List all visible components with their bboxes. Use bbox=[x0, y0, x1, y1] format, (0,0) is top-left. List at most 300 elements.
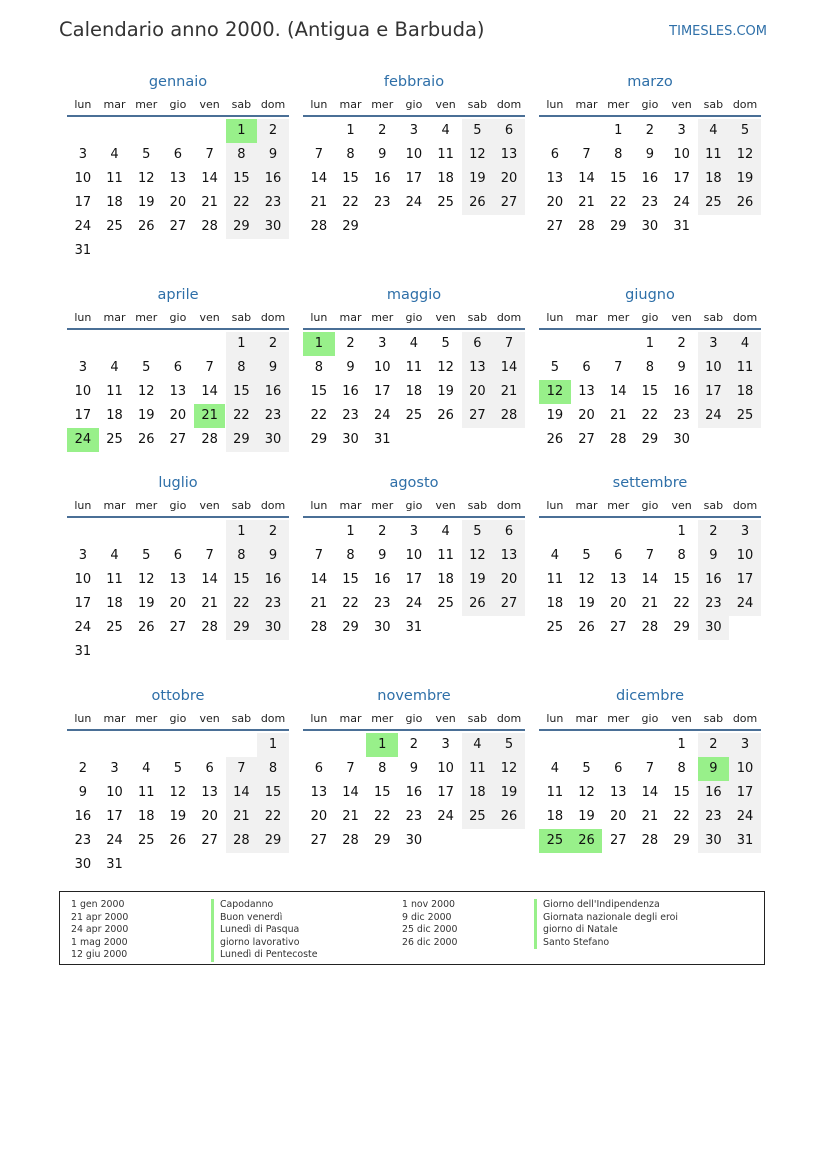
weekday-label: gio bbox=[169, 712, 187, 725]
day-cell: 8 bbox=[346, 548, 355, 563]
holiday-day-cell: 1 bbox=[226, 119, 258, 143]
day-cell: 20 bbox=[169, 195, 187, 210]
day-cell: 27 bbox=[169, 432, 187, 447]
day-cell: 18 bbox=[106, 596, 123, 611]
day-cell: 4 bbox=[550, 761, 559, 776]
day-cell: 4 bbox=[729, 332, 761, 356]
day-cell: 25 bbox=[437, 596, 454, 611]
day-cell: 20 bbox=[609, 809, 627, 824]
day-cell: 20 bbox=[201, 809, 218, 824]
day-cell: 5 bbox=[142, 548, 151, 563]
day-cell: 22 bbox=[226, 592, 258, 616]
day-cell: 21 bbox=[641, 809, 659, 824]
holiday-day-cell: 25 bbox=[539, 829, 571, 853]
day-cell: 15 bbox=[641, 384, 659, 399]
day-cell: 26 bbox=[546, 432, 564, 447]
day-cell: 16 bbox=[405, 785, 423, 800]
day-cell: 19 bbox=[137, 195, 155, 210]
day-cell: 30 bbox=[373, 620, 391, 635]
day-cell: 24 bbox=[74, 620, 92, 635]
weekday-label: ven bbox=[435, 311, 456, 324]
weekday-label: ven bbox=[199, 712, 220, 725]
day-cell: 14 bbox=[342, 785, 359, 800]
day-cell: 21 bbox=[201, 195, 218, 210]
day-cell: 6 bbox=[205, 761, 214, 776]
day-cell: 19 bbox=[137, 596, 155, 611]
day-cell: 2 bbox=[698, 520, 730, 544]
day-cell: 22 bbox=[257, 805, 289, 829]
day-cell: 9 bbox=[645, 147, 655, 162]
day-cell: 19 bbox=[137, 408, 155, 423]
day-cell: 17 bbox=[729, 568, 761, 592]
day-cell: 18 bbox=[437, 572, 454, 587]
day-cell: 31 bbox=[373, 432, 391, 447]
month-name: novembre bbox=[377, 688, 451, 704]
day-cell: 3 bbox=[677, 123, 686, 138]
day-cell: 3 bbox=[698, 332, 730, 356]
weekday-label: gio bbox=[169, 98, 187, 111]
month-divider bbox=[539, 729, 761, 731]
day-cell: 25 bbox=[106, 219, 123, 234]
weekday-label: dom bbox=[260, 712, 286, 725]
day-cell: 10 bbox=[373, 360, 391, 375]
day-cell: 18 bbox=[437, 171, 454, 186]
weekday-label: dom bbox=[732, 499, 758, 512]
month-divider bbox=[303, 516, 525, 518]
day-cell: 23 bbox=[373, 596, 391, 611]
weekday-label: gio bbox=[405, 311, 423, 324]
day-cell: 4 bbox=[462, 733, 494, 757]
day-cell: 18 bbox=[546, 809, 564, 824]
day-cell: 6 bbox=[550, 147, 559, 162]
day-cell: 2 bbox=[378, 123, 387, 138]
day-cell: 25 bbox=[546, 620, 564, 635]
day-cell: 11 bbox=[106, 171, 123, 186]
weekday-label: gio bbox=[641, 311, 659, 324]
legend-holiday-name: Lunedì di Pentecoste bbox=[211, 949, 317, 962]
legend-date: 26 dic 2000 bbox=[402, 936, 458, 948]
day-cell: 12 bbox=[578, 572, 595, 587]
day-cell: 24 bbox=[437, 809, 454, 824]
day-cell: 8 bbox=[226, 356, 258, 380]
day-cell: 23 bbox=[698, 805, 730, 829]
day-cell: 8 bbox=[677, 548, 686, 563]
day-cell: 15 bbox=[226, 380, 258, 404]
day-cell: 26 bbox=[493, 805, 525, 829]
day-cell: 27 bbox=[493, 592, 525, 616]
weekday-label: mer bbox=[135, 712, 158, 725]
weekday-header bbox=[539, 311, 761, 326]
day-cell: 21 bbox=[641, 596, 659, 611]
day-cell: 15 bbox=[673, 785, 690, 800]
day-cell: 19 bbox=[462, 167, 494, 191]
day-cell: 6 bbox=[462, 332, 494, 356]
day-cell: 8 bbox=[314, 360, 323, 375]
weekday-label: ven bbox=[435, 712, 456, 725]
day-cell: 29 bbox=[641, 432, 659, 447]
day-cell: 13 bbox=[493, 143, 525, 167]
day-cell: 2 bbox=[257, 520, 289, 544]
day-cell: 8 bbox=[226, 143, 258, 167]
day-cell: 1 bbox=[226, 520, 258, 544]
day-cell: 26 bbox=[137, 219, 155, 234]
day-cell: 26 bbox=[137, 432, 155, 447]
day-cell: 22 bbox=[226, 191, 258, 215]
holiday-day-cell: 12 bbox=[539, 380, 571, 404]
weekday-label: sab bbox=[467, 712, 488, 725]
day-cell: 9 bbox=[257, 544, 289, 568]
day-cell: 20 bbox=[310, 809, 328, 824]
legend-date: 12 giu 2000 bbox=[71, 949, 128, 960]
day-cell: 15 bbox=[609, 171, 627, 186]
legend-date: 1 mag 2000 bbox=[71, 936, 128, 948]
weekday-label: sab bbox=[231, 499, 252, 512]
day-cell: 27 bbox=[546, 219, 564, 234]
day-cell: 1 bbox=[346, 123, 355, 138]
day-cell: 26 bbox=[137, 620, 155, 635]
month-name: marzo bbox=[627, 74, 673, 90]
day-cell: 10 bbox=[405, 147, 423, 162]
weekday-label: lun bbox=[310, 712, 328, 725]
day-cell: 20 bbox=[493, 568, 525, 592]
weekday-label: lun bbox=[310, 98, 328, 111]
day-cell: 28 bbox=[578, 219, 595, 234]
day-cell: 14 bbox=[310, 171, 328, 186]
weekday-label: sab bbox=[467, 499, 488, 512]
day-cell: 23 bbox=[673, 408, 690, 423]
day-cell: 7 bbox=[645, 548, 655, 563]
day-cell: 23 bbox=[257, 592, 289, 616]
day-cell: 27 bbox=[462, 404, 494, 428]
weekday-label: ven bbox=[671, 98, 692, 111]
month-name: luglio bbox=[158, 475, 198, 491]
day-cell: 24 bbox=[729, 805, 761, 829]
weekday-label: mer bbox=[607, 311, 630, 324]
day-cell: 30 bbox=[257, 428, 289, 452]
weekday-label: ven bbox=[671, 311, 692, 324]
month-divider bbox=[67, 516, 289, 518]
day-cell: 12 bbox=[578, 785, 595, 800]
day-cell: 17 bbox=[405, 171, 423, 186]
day-cell: 2 bbox=[78, 761, 87, 776]
day-cell: 17 bbox=[729, 781, 761, 805]
day-cell: 3 bbox=[78, 360, 87, 375]
day-cell: 8 bbox=[677, 761, 686, 776]
day-cell: 10 bbox=[106, 785, 123, 800]
day-cell: 16 bbox=[257, 167, 289, 191]
legend-holiday-name: giorno di Natale bbox=[534, 924, 618, 937]
weekday-label: lun bbox=[74, 98, 92, 111]
day-cell: 12 bbox=[137, 572, 155, 587]
weekday-label: mer bbox=[607, 499, 630, 512]
month-name: gennaio bbox=[148, 74, 208, 90]
day-cell: 4 bbox=[110, 147, 119, 162]
day-cell: 27 bbox=[310, 833, 328, 848]
day-cell: 26 bbox=[462, 592, 494, 616]
day-cell: 10 bbox=[74, 572, 92, 587]
day-cell: 17 bbox=[437, 785, 454, 800]
holiday-day-cell: 9 bbox=[698, 757, 730, 781]
month-divider bbox=[303, 115, 525, 117]
weekday-header bbox=[67, 98, 289, 113]
weekday-label: sab bbox=[703, 499, 724, 512]
day-cell: 23 bbox=[405, 809, 423, 824]
day-cell: 20 bbox=[609, 596, 627, 611]
day-cell: 27 bbox=[169, 219, 187, 234]
weekday-label: mar bbox=[339, 98, 362, 111]
weekday-header bbox=[67, 311, 289, 326]
weekday-label: mer bbox=[371, 98, 394, 111]
day-cell: 28 bbox=[641, 620, 659, 635]
month-divider bbox=[67, 729, 289, 731]
weekday-header bbox=[303, 499, 525, 514]
weekday-label: dom bbox=[496, 712, 522, 725]
day-cell: 16 bbox=[698, 568, 730, 592]
month-divider bbox=[303, 328, 525, 330]
day-cell: 13 bbox=[546, 171, 564, 186]
day-cell: 16 bbox=[641, 171, 659, 186]
day-cell: 14 bbox=[310, 572, 328, 587]
day-cell: 29 bbox=[342, 620, 359, 635]
day-cell: 15 bbox=[226, 167, 258, 191]
day-cell: 3 bbox=[78, 147, 87, 162]
day-cell: 29 bbox=[673, 620, 690, 635]
day-cell: 30 bbox=[641, 219, 659, 234]
day-cell: 28 bbox=[342, 833, 359, 848]
day-cell: 17 bbox=[373, 384, 391, 399]
day-cell: 28 bbox=[310, 219, 328, 234]
day-cell: 29 bbox=[226, 215, 258, 239]
month-name: maggio bbox=[386, 287, 442, 303]
day-cell: 11 bbox=[698, 143, 730, 167]
day-cell: 29 bbox=[342, 219, 359, 234]
day-cell: 14 bbox=[201, 171, 218, 186]
day-cell: 31 bbox=[729, 829, 761, 853]
weekday-label: mar bbox=[575, 311, 598, 324]
day-cell: 13 bbox=[609, 572, 627, 587]
weekday-label: sab bbox=[231, 712, 252, 725]
day-cell: 28 bbox=[310, 620, 328, 635]
weekday-header bbox=[303, 311, 525, 326]
weekday-label: gio bbox=[169, 499, 187, 512]
weekday-label: mer bbox=[371, 499, 394, 512]
legend-date: 1 gen 2000 bbox=[71, 899, 125, 910]
weekday-header bbox=[303, 712, 525, 727]
day-cell: 4 bbox=[110, 548, 119, 563]
day-cell: 8 bbox=[645, 360, 655, 375]
day-cell: 13 bbox=[578, 384, 595, 399]
month-name: febbraio bbox=[383, 74, 445, 90]
day-cell: 24 bbox=[74, 219, 92, 234]
day-cell: 26 bbox=[578, 620, 595, 635]
day-cell: 12 bbox=[462, 544, 494, 568]
day-cell: 30 bbox=[698, 616, 730, 640]
day-cell: 29 bbox=[226, 428, 258, 452]
legend-holiday-name: Lunedì di Pasqua bbox=[211, 924, 299, 937]
day-cell: 20 bbox=[169, 408, 187, 423]
day-cell: 15 bbox=[673, 572, 690, 587]
weekday-label: dom bbox=[260, 98, 286, 111]
weekday-label: dom bbox=[732, 712, 758, 725]
day-cell: 18 bbox=[546, 596, 564, 611]
weekday-label: dom bbox=[260, 499, 286, 512]
day-cell: 11 bbox=[546, 572, 564, 587]
weekday-label: mer bbox=[371, 712, 394, 725]
day-cell: 27 bbox=[578, 432, 595, 447]
day-cell: 18 bbox=[405, 384, 423, 399]
day-cell: 2 bbox=[257, 332, 289, 356]
day-cell: 28 bbox=[201, 432, 218, 447]
day-cell: 12 bbox=[169, 785, 187, 800]
day-cell: 8 bbox=[346, 147, 355, 162]
legend-holiday-name: Capodanno bbox=[211, 899, 273, 912]
day-cell: 14 bbox=[641, 572, 659, 587]
day-cell: 25 bbox=[698, 191, 730, 215]
day-cell: 23 bbox=[698, 592, 730, 616]
day-cell: 6 bbox=[493, 520, 525, 544]
day-cell: 17 bbox=[405, 572, 423, 587]
weekday-label: mer bbox=[607, 98, 630, 111]
weekday-header bbox=[539, 98, 761, 113]
day-cell: 2 bbox=[346, 336, 355, 351]
day-cell: 18 bbox=[106, 195, 123, 210]
day-cell: 17 bbox=[673, 171, 690, 186]
day-cell: 5 bbox=[142, 360, 151, 375]
day-cell: 7 bbox=[582, 147, 591, 162]
day-cell: 30 bbox=[673, 432, 690, 447]
day-cell: 19 bbox=[578, 809, 595, 824]
day-cell: 9 bbox=[257, 356, 289, 380]
day-cell: 22 bbox=[342, 195, 359, 210]
day-cell: 6 bbox=[614, 761, 623, 776]
weekday-label: sab bbox=[231, 311, 252, 324]
weekday-header bbox=[67, 712, 289, 727]
day-cell: 7 bbox=[493, 332, 525, 356]
day-cell: 6 bbox=[173, 147, 183, 162]
day-cell: 25 bbox=[405, 408, 423, 423]
weekday-label: mer bbox=[135, 98, 158, 111]
month-name: agosto bbox=[389, 475, 439, 491]
day-cell: 19 bbox=[169, 809, 187, 824]
day-cell: 2 bbox=[409, 737, 419, 752]
day-cell: 5 bbox=[729, 119, 761, 143]
weekday-label: dom bbox=[732, 98, 758, 111]
weekday-label: mar bbox=[339, 311, 362, 324]
day-cell: 13 bbox=[493, 544, 525, 568]
day-cell: 24 bbox=[405, 195, 423, 210]
weekday-label: lun bbox=[74, 712, 92, 725]
day-cell: 21 bbox=[609, 408, 627, 423]
day-cell: 5 bbox=[550, 360, 559, 375]
weekday-label: dom bbox=[496, 499, 522, 512]
day-cell: 28 bbox=[493, 404, 525, 428]
day-cell: 25 bbox=[437, 195, 454, 210]
day-cell: 19 bbox=[578, 596, 595, 611]
day-cell: 11 bbox=[729, 356, 761, 380]
day-cell: 11 bbox=[546, 785, 564, 800]
day-cell: 16 bbox=[257, 568, 289, 592]
day-cell: 31 bbox=[106, 857, 123, 872]
day-cell: 27 bbox=[609, 620, 627, 635]
day-cell: 14 bbox=[201, 384, 218, 399]
day-cell: 23 bbox=[342, 408, 359, 423]
weekday-label: mer bbox=[135, 311, 158, 324]
day-cell: 14 bbox=[201, 572, 218, 587]
day-cell: 7 bbox=[226, 757, 258, 781]
day-cell: 10 bbox=[673, 147, 690, 162]
day-cell: 25 bbox=[729, 404, 761, 428]
weekday-label: ven bbox=[435, 98, 456, 111]
day-cell: 9 bbox=[409, 761, 419, 776]
day-cell: 13 bbox=[462, 356, 494, 380]
day-cell: 28 bbox=[226, 829, 258, 853]
weekday-label: mar bbox=[339, 499, 362, 512]
weekday-label: ven bbox=[199, 311, 220, 324]
day-cell: 6 bbox=[614, 548, 623, 563]
weekday-label: lun bbox=[310, 499, 328, 512]
legend-holiday-name: Giornata nazionale degli eroi bbox=[534, 912, 678, 925]
day-cell: 22 bbox=[673, 596, 690, 611]
day-cell: 10 bbox=[437, 761, 454, 776]
month-name: settembre bbox=[612, 475, 688, 491]
day-cell: 12 bbox=[437, 360, 454, 375]
day-cell: 2 bbox=[378, 524, 387, 539]
day-cell: 22 bbox=[310, 408, 328, 423]
day-cell: 21 bbox=[201, 596, 218, 611]
weekday-label: dom bbox=[732, 311, 758, 324]
day-cell: 13 bbox=[169, 572, 187, 587]
legend-holiday-name: Santo Stefano bbox=[534, 937, 609, 950]
day-cell: 27 bbox=[609, 833, 627, 848]
weekday-label: mar bbox=[103, 311, 126, 324]
day-cell: 12 bbox=[137, 171, 155, 186]
day-cell: 11 bbox=[137, 785, 155, 800]
day-cell: 19 bbox=[546, 408, 564, 423]
day-cell: 23 bbox=[641, 195, 659, 210]
weekday-label: gio bbox=[169, 311, 187, 324]
day-cell: 30 bbox=[74, 857, 92, 872]
day-cell: 11 bbox=[106, 384, 123, 399]
day-cell: 24 bbox=[106, 833, 123, 848]
day-cell: 16 bbox=[373, 572, 391, 587]
day-cell: 31 bbox=[673, 219, 690, 234]
month-name: dicembre bbox=[615, 688, 685, 704]
site-link[interactable]: TIMESLES.COM bbox=[669, 24, 767, 39]
day-cell: 30 bbox=[342, 432, 359, 447]
day-cell: 5 bbox=[173, 761, 183, 776]
day-cell: 18 bbox=[729, 380, 761, 404]
weekday-label: ven bbox=[671, 499, 692, 512]
day-cell: 9 bbox=[78, 785, 87, 800]
day-cell: 25 bbox=[106, 620, 123, 635]
day-cell: 27 bbox=[493, 191, 525, 215]
weekday-label: lun bbox=[74, 311, 92, 324]
day-cell: 2 bbox=[257, 119, 289, 143]
day-cell: 14 bbox=[609, 384, 627, 399]
weekday-label: mar bbox=[339, 712, 362, 725]
weekday-label: mer bbox=[371, 311, 394, 324]
day-cell: 5 bbox=[462, 119, 494, 143]
day-cell: 12 bbox=[137, 384, 155, 399]
weekday-label: sab bbox=[703, 311, 724, 324]
day-cell: 7 bbox=[205, 360, 214, 375]
holiday-day-cell: 26 bbox=[571, 829, 603, 853]
day-cell: 18 bbox=[462, 781, 494, 805]
day-cell: 3 bbox=[441, 737, 450, 752]
day-cell: 2 bbox=[677, 336, 686, 351]
day-cell: 13 bbox=[201, 785, 218, 800]
day-cell: 19 bbox=[462, 568, 494, 592]
